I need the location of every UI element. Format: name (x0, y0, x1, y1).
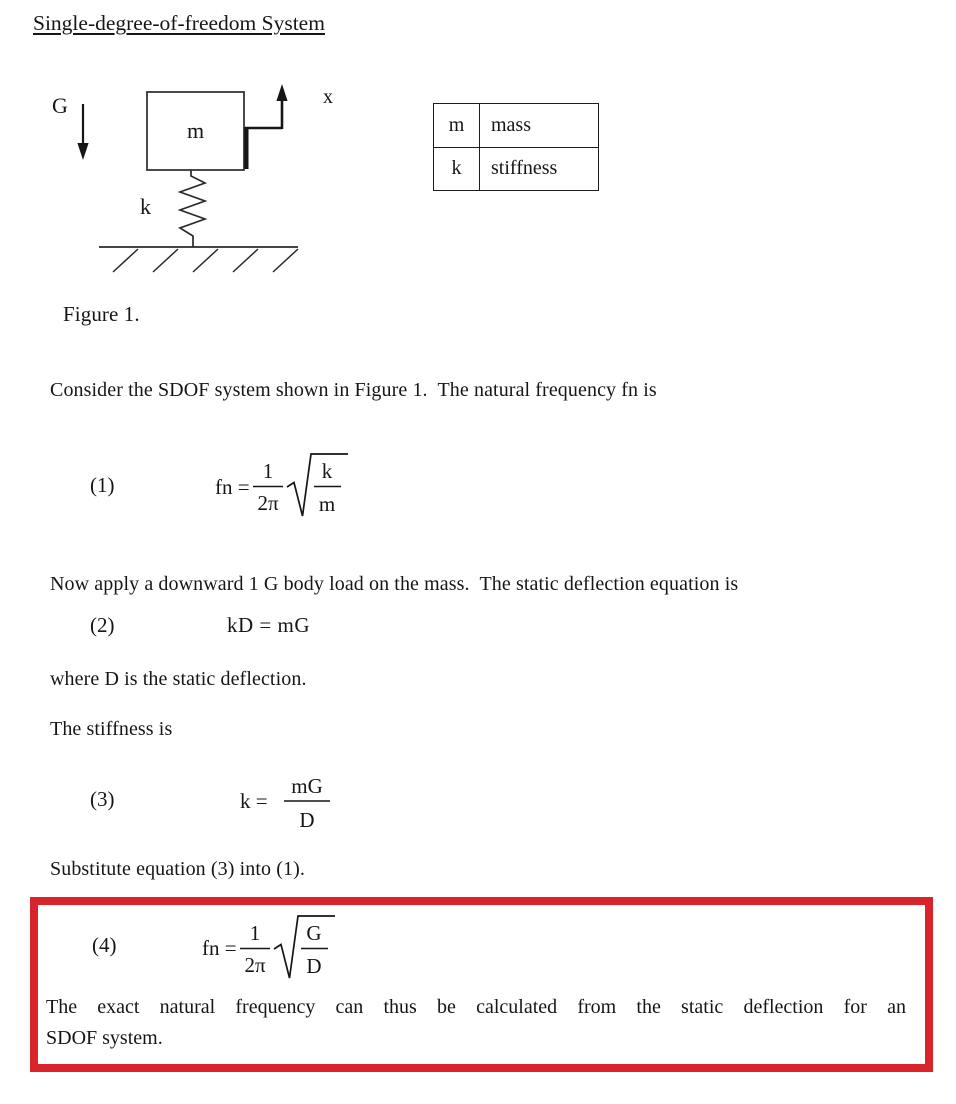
paragraph-where-d: where D is the static deflection. (50, 668, 307, 690)
fraction-numerator: 1 (249, 921, 261, 945)
conclusion-line: The exact natural frequency can thus be calculated from the static deflection for an (46, 996, 906, 1018)
radicand-denominator: D (306, 954, 322, 978)
paragraph-intro: Consider the SDOF system shown in Figure 1. The natural frequency fn is (50, 379, 657, 401)
legend-table (433, 103, 599, 191)
radicand-numerator: k (321, 459, 333, 483)
spring-label: k (140, 194, 151, 219)
fraction-numerator: mG (291, 774, 323, 798)
x-axis-label: x (323, 86, 333, 108)
mass-label: m (187, 118, 205, 143)
equation-2 (90, 613, 390, 641)
spring (180, 170, 205, 247)
definition-cell: mass (480, 104, 599, 148)
fraction-denominator: 2π (257, 491, 279, 515)
symbol-cell: m (434, 104, 480, 148)
paragraph-apply-load: Now apply a downward 1 G body load on the mass. The static deflection equation is (50, 573, 739, 595)
equation-expression: kD = mG (227, 613, 311, 637)
fraction-denominator: 2π (244, 953, 266, 977)
radicand-numerator: G (306, 921, 322, 945)
equation-number: (3) (90, 787, 115, 811)
displacement-arrow (245, 84, 288, 169)
sdof-figure (40, 75, 362, 280)
symbol-cell: k (434, 147, 480, 191)
equation-lhs: fn = (215, 475, 250, 499)
equation-number: (2) (90, 613, 115, 637)
fraction-numerator: 1 (262, 459, 274, 483)
equation-4 (90, 908, 360, 986)
gravity-label: G (52, 93, 68, 118)
conclusion-paragraph (46, 994, 906, 1052)
fraction-denominator: D (299, 808, 315, 832)
equation-lhs: k = (240, 789, 268, 813)
table-row (434, 147, 599, 191)
equation-3 (88, 770, 348, 832)
paragraph-substitute: Substitute equation (3) into (1). (50, 858, 305, 880)
radicand-denominator: m (318, 492, 336, 516)
gravity-arrow (77, 104, 88, 160)
radical-sign (287, 454, 348, 516)
paragraph-stiffness: The stiffness is (50, 718, 173, 740)
equation-number: (1) (90, 473, 115, 497)
ground-hatch (113, 249, 298, 272)
conclusion-line: SDOF system. (46, 1027, 163, 1049)
equation-number: (4) (92, 933, 117, 957)
table-row (434, 104, 599, 148)
radical-sign (274, 916, 335, 978)
equation-1 (88, 448, 358, 526)
definition-cell: stiffness (480, 147, 599, 191)
page-title: Single-degree-of-freedom System (33, 11, 325, 35)
figure-caption: Figure 1. (63, 302, 140, 326)
equation-lhs: fn = (202, 936, 237, 960)
